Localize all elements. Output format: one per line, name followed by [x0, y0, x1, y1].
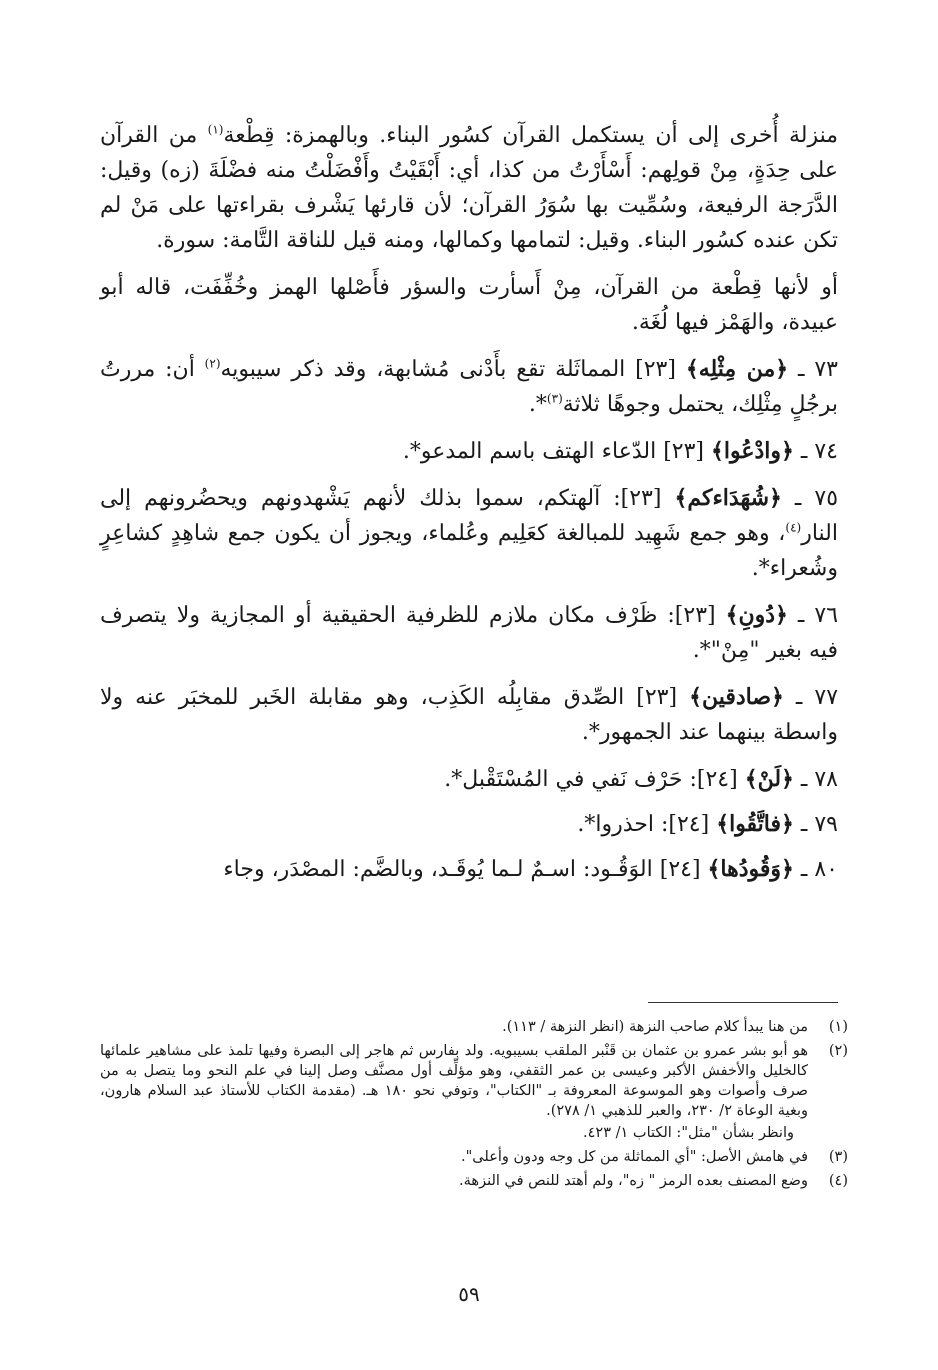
entry-text: أن: مررتُ برجُلٍ مِثْلِك، يحتمل وجوهًا ثلاثة — [100, 357, 838, 417]
footnote-number: (٤) — [828, 1173, 848, 1189]
footnote-text: هو أبو بشر عمرو بن عثمان بن قَنْبر الملقب بسيبويه. ولد بفارس ثم هاجر إلى البصرة وفيها تلمذ على مشاهير علمائها كالخليل والأخفش الأكبر وعيسى بن عمر الثقفي، وهو مؤلِّف أول مصنَّف وصل إلينا في علم النحو وما يتصل به من صرف وأصوات وهو الموسوعة المعروفة بـ "الكتاب"، وتوفي نحو ١٨٠ هـ. (مقدمة الكتاب للأستاذ عبد السلام هارون، وبغية الوعاة ٢/ ٢٣٠، والعبر للذهبي ١/ ٢٧٨). — [100, 1043, 808, 1119]
footnote-2 — [100, 1041, 848, 1143]
page-number: ٥٩ — [458, 1282, 480, 1306]
entry-number: ٧٤ ـ — [793, 439, 838, 464]
footnote-4 — [100, 1171, 848, 1191]
entry-75 — [100, 481, 838, 586]
entry-number: ٧٥ ـ — [781, 486, 839, 511]
quran-word: ﴿وَقُودُها﴾ — [707, 856, 794, 882]
quran-word: ﴿دُونِ﴾ — [725, 602, 788, 628]
footnote-divider — [648, 1002, 838, 1003]
entry-79 — [100, 807, 838, 842]
quran-word: ﴿فاتَّقُوا﴾ — [716, 811, 794, 837]
paragraph-text: من القرآن على حِدَةٍ، مِنْ قولِهم: أَسْأَرْتُ من كذا، أي: أَبْقَيْتُ وأَفْضَلْتُ منه فضْلَةَ (زه) وقيل: الدَّرَجة الرفيعة، وسُمِّيت بها سُوَرُ القرآن؛ لأن قارئها يَشْرف بقراءتها على مَنْ لم تكن عنده كسُور البناء. وقيل: لتمامها وكمالها، ومنه قيل للناقة التَّامة: سورة. — [100, 123, 839, 253]
entry-text: [٢٤]: حَرْف نَفي في المُسْتَقْبل*. — [444, 767, 745, 792]
paragraph-text: أو لأنها قِطْعة من القرآن، مِنْ أَسأرت والسؤر فأَصْلها الهمز وخُفِّفَت، قاله أبو عبيدة، والهَمْز فيها لُغَة. — [100, 275, 838, 335]
entry-text: ، وهو جمع شَهِيد للمبالغة كعَلِيم وعُلماء، ويجوز أن يكون جمع شاهِدٍ كشاعِرٍ وشُعراء*. — [100, 521, 838, 581]
footnote-3 — [100, 1147, 848, 1167]
main-text — [100, 118, 838, 899]
footnotes — [100, 1017, 848, 1195]
paragraph-sura-origin — [100, 270, 838, 340]
quran-word: ﴿صادقين﴾ — [689, 684, 784, 710]
footnote-1 — [100, 1017, 848, 1037]
quran-word: ﴿لَنْ﴾ — [744, 766, 794, 792]
entry-78 — [100, 762, 838, 797]
entry-73 — [100, 352, 838, 422]
paragraph-text: منزلة أُخرى إلى أن يستكمل القرآن كسُور البناء. وبالهمزة: قِطْعة — [223, 123, 839, 148]
footnote-ref-2[interactable]: (٢) — [204, 356, 221, 371]
entry-number: ٧٨ ـ — [793, 767, 838, 792]
footnote-subnote: وانظر بشأن "مثل": الكتاب ١/ ٤٢٣. — [583, 1125, 794, 1141]
paragraph-sura-definition — [100, 118, 838, 258]
footnote-number: (٣) — [828, 1149, 848, 1165]
entry-number: ٧٧ ـ — [783, 685, 839, 710]
entry-text: [٢٣] الدّعاء الهتف باسم المدعو*. — [402, 439, 711, 464]
footnote-ref-3[interactable]: (٣) — [546, 391, 563, 406]
footnote-ref-4[interactable]: (٤) — [785, 520, 802, 535]
entry-74 — [100, 434, 838, 469]
footnote-body — [100, 1041, 808, 1143]
footnote-number: (١) — [828, 1019, 848, 1035]
entry-text: [٢٣] الصِّدق مقابِلُه الكَذِب، وهو مقابلة الخَبر للمخبَر عنه ولا واسطة بينهما عند الجمهور*. — [100, 685, 838, 745]
entry-number: ٨٠ ـ — [793, 857, 838, 882]
entry-76 — [100, 598, 838, 668]
footnote-text: في هامش الأصل: "أي المماثلة من كل وجه ودون وأعلى". — [461, 1149, 808, 1165]
entry-text: [٢٣]: ظَرْف مكان ملازم للظرفية الحقيقية أو المجازية ولا يتصرف فيه بغير "مِنْ"*. — [100, 603, 838, 663]
footnote-text: وضع المصنف بعده الرمز " زه"، ولم أهتد للنص في النزهة. — [459, 1173, 808, 1189]
footnote-number: (٢) — [828, 1043, 848, 1059]
entry-text: [٢٣] المماثَلة تقع بأَدْنى مُشابهة، وقد ذكر سيبويه — [220, 357, 686, 382]
quran-word: ﴿شُهَدَاءكم﴾ — [674, 485, 782, 511]
entry-77 — [100, 680, 838, 750]
entry-number: ٧٦ ـ — [787, 603, 839, 628]
footnote-ref-1[interactable]: (١) — [207, 122, 224, 137]
entry-text: [٢٤]: احذروا*. — [577, 812, 717, 837]
entry-number: ٧٩ ـ — [793, 812, 838, 837]
entry-text: [٢٣]: آلهتكم، سموا بذلك لأنهم يَشْهدونهم ويحضُرونهم إلى النار — [100, 486, 838, 546]
entry-number: ٧٣ ـ — [788, 357, 838, 382]
entry-80 — [100, 852, 838, 887]
entry-text: [٢٤] الوَقُـود: اسـمٌ لـما يُوقَـد، وبالضَّم: المصْدَر، وجاء — [223, 857, 708, 882]
footnote-text: من هنا يبدأ كلام صاحب النزهة (انظر النزهة / ١١٣). — [502, 1019, 808, 1035]
quran-word: ﴿وادْعُوا﴾ — [711, 438, 794, 464]
entry-text: *. — [528, 392, 547, 417]
quran-word: ﴿من مِثْلِه﴾ — [685, 356, 789, 382]
